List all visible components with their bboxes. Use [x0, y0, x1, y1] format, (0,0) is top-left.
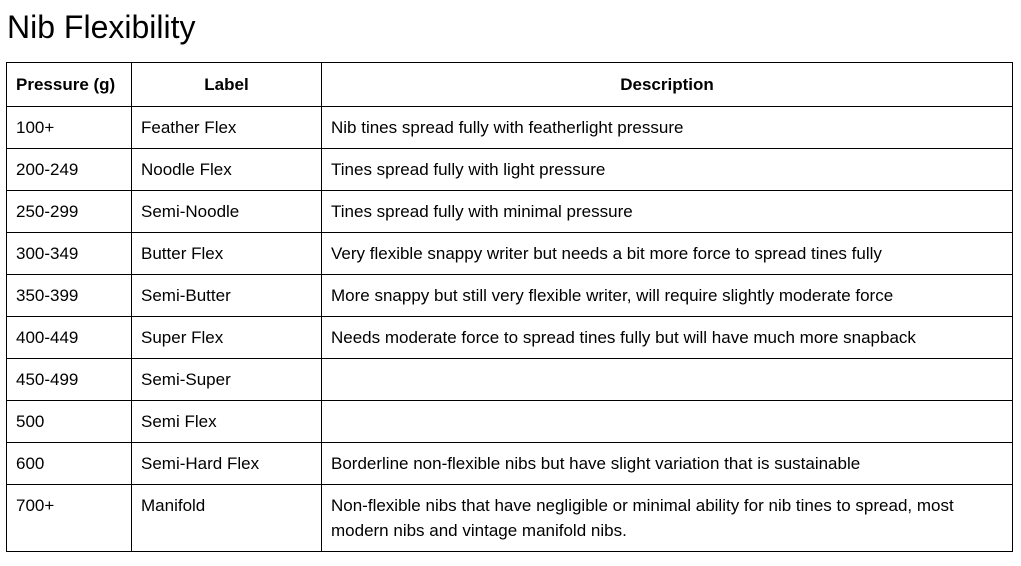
cell-description [322, 359, 1013, 401]
table-row [7, 107, 1013, 149]
table-row [7, 359, 1013, 401]
table-row [7, 233, 1013, 275]
header-pressure: Pressure (g) [7, 63, 132, 107]
cell-pressure: 450-499 [7, 359, 132, 401]
table-header-row [7, 63, 1013, 107]
cell-description: Non-flexible nibs that have negligible or minimal ability for nib tines to spread, most modern nibs and vintage manifold nibs. [322, 485, 1013, 552]
header-label: Label [132, 63, 322, 107]
page-title: Nib Flexibility [7, 9, 196, 45]
table-row [7, 485, 1013, 552]
cell-pressure: 250-299 [7, 191, 132, 233]
table-row [7, 275, 1013, 317]
cell-pressure: 300-349 [7, 233, 132, 275]
cell-pressure: 600 [7, 443, 132, 485]
cell-label: Semi Flex [132, 401, 322, 443]
cell-description: Tines spread fully with light pressure [322, 149, 1013, 191]
cell-description: Tines spread fully with minimal pressure [322, 191, 1013, 233]
cell-pressure: 400-449 [7, 317, 132, 359]
table-row [7, 443, 1013, 485]
table-row [7, 191, 1013, 233]
cell-label: Super Flex [132, 317, 322, 359]
cell-description: Nib tines spread fully with featherlight pressure [322, 107, 1013, 149]
header-description: Description [322, 63, 1013, 107]
cell-label: Butter Flex [132, 233, 322, 275]
cell-label: Semi-Hard Flex [132, 443, 322, 485]
cell-label: Feather Flex [132, 107, 322, 149]
cell-description: More snappy but still very flexible writer, will require slightly moderate force [322, 275, 1013, 317]
cell-description: Needs moderate force to spread tines fully but will have much more snapback [322, 317, 1013, 359]
nib-flexibility-table [6, 62, 1013, 552]
cell-pressure: 700+ [7, 485, 132, 552]
cell-description: Borderline non-flexible nibs but have slight variation that is sustainable [322, 443, 1013, 485]
cell-description [322, 401, 1013, 443]
cell-description: Very flexible snappy writer but needs a bit more force to spread tines fully [322, 233, 1013, 275]
cell-label: Semi-Super [132, 359, 322, 401]
cell-label: Manifold [132, 485, 322, 552]
cell-pressure: 500 [7, 401, 132, 443]
cell-label: Semi-Noodle [132, 191, 322, 233]
cell-pressure: 100+ [7, 107, 132, 149]
cell-pressure: 350-399 [7, 275, 132, 317]
cell-label: Semi-Butter [132, 275, 322, 317]
cell-pressure: 200-249 [7, 149, 132, 191]
cell-label: Noodle Flex [132, 149, 322, 191]
table-row [7, 317, 1013, 359]
table-row [7, 149, 1013, 191]
table-row [7, 401, 1013, 443]
